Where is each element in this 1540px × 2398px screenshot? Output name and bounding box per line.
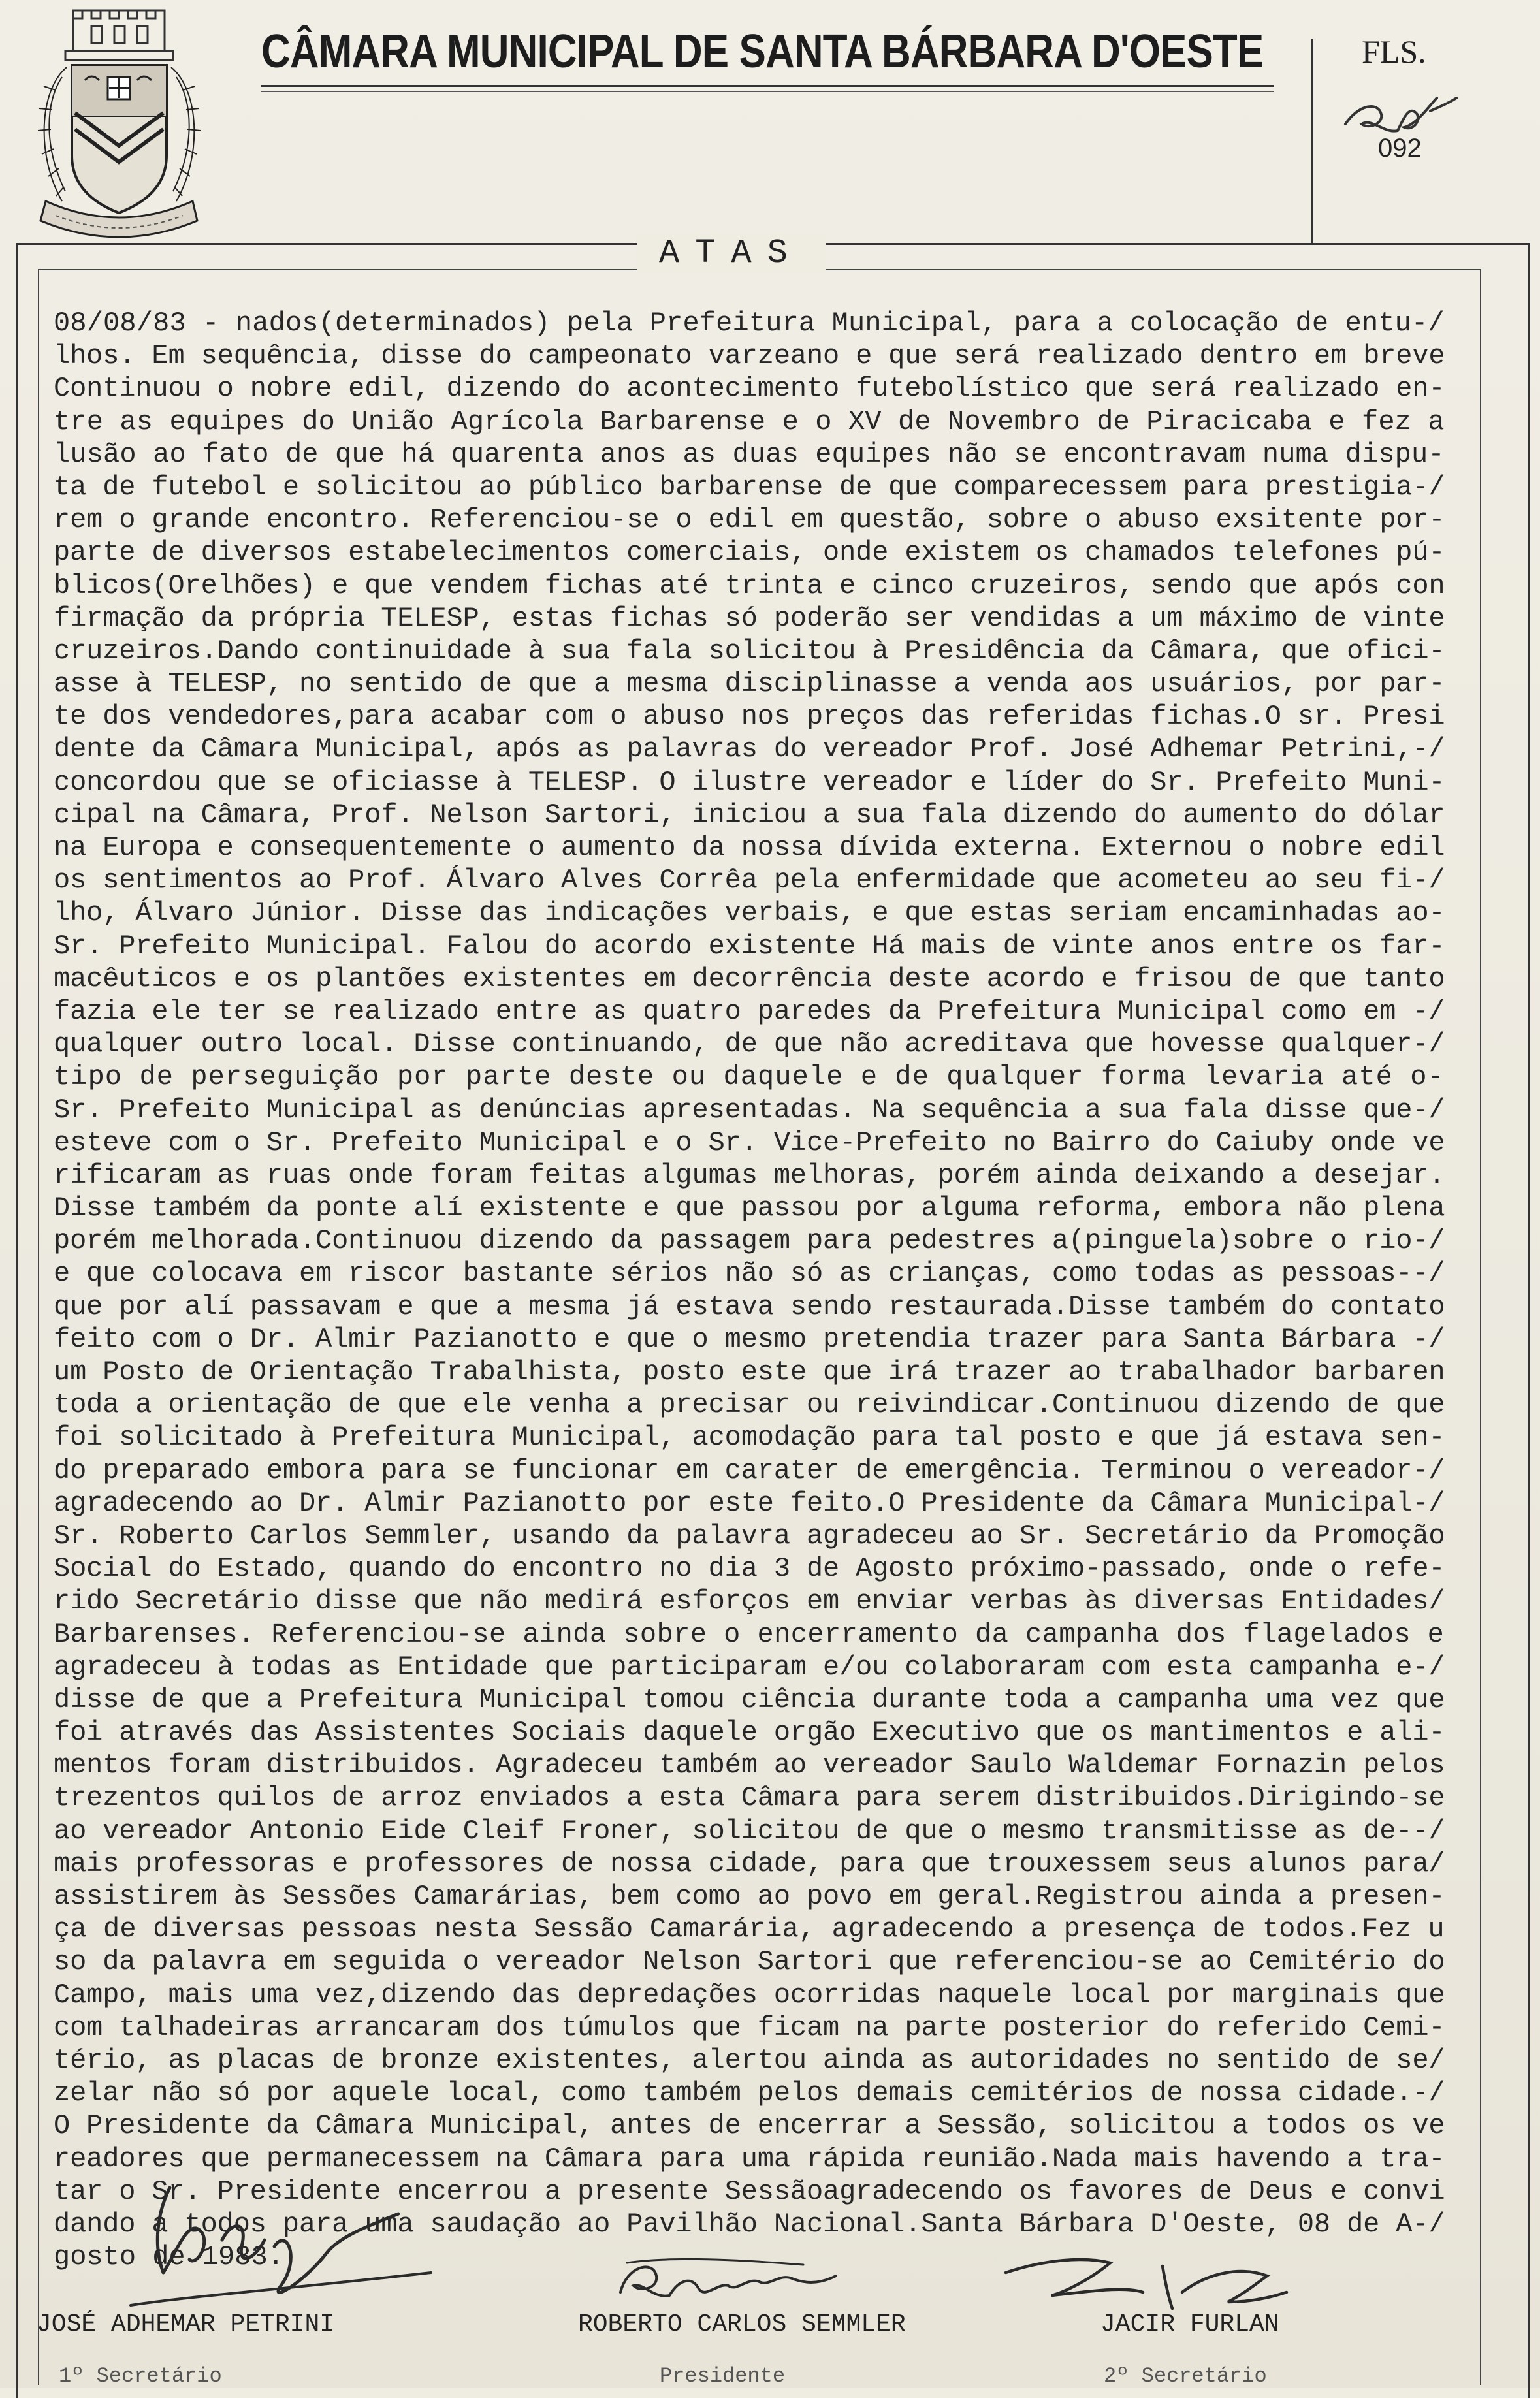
text-line: O Presidente da Câmara Municipal, antes de encerrar a Sessão, solicitou a todos os ve xyxy=(54,2110,1445,2142)
section-title: ATAS xyxy=(637,234,826,272)
text-line: readores que permanecessem na Câmara para uma rápida reunião.Nada mais havendo a tra- xyxy=(54,2143,1445,2175)
text-line: dente da Câmara Municipal, após as palavras do vereador Prof. José Adhemar Petrini,-/ xyxy=(54,733,1445,765)
text-line: trezentos quilos de arroz enviados a esta Câmara para serem distribuidos.Dirigindo-se xyxy=(54,1782,1445,1814)
text-line: cipal na Câmara, Prof. Nelson Sartori, iniciou a sua fala dizendo do aumento do dólar xyxy=(54,799,1445,831)
text-line: disse de que a Prefeitura Municipal tomou ciência durante toda a campanha uma vez que xyxy=(54,1684,1445,1716)
text-line: lhos. Em sequência, disse do campeonato varzeano e que será realizado dentro em breve xyxy=(54,340,1445,372)
text-line: foi solicitado à Prefeitura Municipal, acomodação para tal posto e que já estava sen- xyxy=(54,1422,1445,1454)
signature-petrini xyxy=(91,2175,457,2325)
text-line: Disse também da ponte alí existente e que passou por alguma reforma, embora não plena xyxy=(54,1192,1445,1224)
text-line: que por alí passavam e que a mesma já estava sendo restaurada.Disse também do contato xyxy=(54,1290,1445,1322)
text-line: Sr. Prefeito Municipal as denúncias apresentadas. Na sequência a sua fala disse que-/ xyxy=(54,1094,1445,1126)
text-line: um Posto de Orientação Trabalhista, posto este que irá trazer ao trabalhador barbaren xyxy=(54,1356,1445,1388)
text-line: os sentimentos ao Prof. Álvaro Alves Corrêa pela enfermidade que acometeu ao seu fi-/ xyxy=(54,865,1445,897)
text-line: agradeceu à todas as Entidade que participaram e/ou colaboraram com esta campanha e-/ xyxy=(54,1651,1445,1683)
chamber-title: CÂMARA MUNICIPAL DE SANTA BÁRBARA D'OESTE xyxy=(261,25,1264,78)
signature-role-1: 1º Secretário xyxy=(59,2364,222,2388)
text-line: Continuou o nobre edil, dizendo do acontecimento futebolístico que será realizado en- xyxy=(54,373,1445,405)
signature-role-3: 2º Secretário xyxy=(1104,2364,1267,2388)
text-line: com talhadeiras arrancaram dos túmulos que ficam na parte posterior do referido Cemi- xyxy=(54,2011,1445,2043)
text-line: asse à TELESP, no sentido de que a mesma disciplinasse a venda aos usuários, por par- xyxy=(54,668,1445,700)
fls-label: FLS. xyxy=(1362,33,1426,70)
text-line: rificaram as ruas onde foram feitas algumas melhoras, porém ainda deixando a desejar. xyxy=(54,1159,1445,1191)
text-line: tério, as placas de bronze existentes, alertou ainda as autoridades no sentido de se/ xyxy=(54,2044,1445,2076)
text-line: Campo, mais uma vez,dizendo das depredações ocorridas naquele local por marginais que xyxy=(54,1979,1445,2011)
coat-of-arms-icon xyxy=(26,5,212,240)
text-line: lho, Álvaro Júnior. Disse das indicações verbais, e que estas seriam encaminhadas ao- xyxy=(54,897,1445,929)
text-line: ça de diversas pessoas nesta Sessão Camarária, agradecendo a presença de todos.Fez u xyxy=(54,1913,1445,1945)
text-line: rem o grande encontro. Referenciou-se o edil em questão, sobre o abuso exsitente por- xyxy=(54,504,1445,536)
text-line: tar o Sr. Presidente encerrou a presente Sessãoagradecendo os favores de Deus e convi xyxy=(54,2175,1445,2207)
text-line: na Europa e consequentemente o aumento da nossa dívida externa. Externou o nobre edil xyxy=(54,832,1445,863)
text-line: ta de futebol e solicitou ao público barbarense de que comparecessem para prestigia-/ xyxy=(54,471,1445,503)
text-line: foi através das Assistentes Sociais daquele orgão Executivo que os mantimentos e ali- xyxy=(54,1717,1445,1749)
text-line: gosto de 1983. xyxy=(54,2241,284,2273)
text-line: Social do Estado, quando do encontro no dia 3 de Agosto próximo-passado, onde o refe- xyxy=(54,1553,1445,1585)
text-line: Sr. Roberto Carlos Semmler, usando da palavra agradeceu ao Sr. Secretário da Promoção xyxy=(54,1520,1445,1552)
text-line: e que colocava em riscor bastante sérios não só as crianças, como todas as pessoas--/ xyxy=(54,1258,1445,1290)
text-line: mentos foram distribuidos. Agradeceu também ao vereador Saulo Waldemar Fornazin pelos xyxy=(54,1750,1445,1782)
page-number: 092 xyxy=(1378,134,1422,163)
text-line: fazia ele ter se realizado entre as quatro paredes da Prefeitura Municipal como em -/ xyxy=(54,995,1445,1027)
text-line: rido Secretário disse que não medirá esforços em enviar verbas às diversas Entidades/ xyxy=(54,1586,1445,1618)
text-line: mais professoras e professores de nossa cidade, para que trouxessem seus alunos para/ xyxy=(54,1847,1445,1879)
text-line: zelar não só por aquele local, como também pelos demais cemitérios de nossa cidade.-/ xyxy=(54,2077,1445,2109)
text-line: toda a orientação de que ele venha a precisar ou reivindicar.Continuou dizendo de que xyxy=(54,1389,1445,1421)
text-line: do preparado embora para se funcionar em carater de emergência. Terminou o vereador-/ xyxy=(54,1454,1445,1486)
text-line: firmação da própria TELESP, estas fichas só poderão ser vendidas a um máximo de vinte xyxy=(54,602,1445,634)
signature-name-2: ROBERTO CARLOS SEMMLER xyxy=(578,2310,906,2339)
signature-name-3: JACIR FURLAN xyxy=(1100,2310,1279,2339)
title-rule xyxy=(261,85,1274,87)
text-line: tipo de perseguição por parte deste ou daquele e de qualquer forma levaria até o- xyxy=(54,1061,1445,1093)
signature-semmler xyxy=(607,2246,882,2318)
page-number-divider xyxy=(1311,39,1313,245)
text-line: porém melhorada.Continuou dizendo da passagem para pedestres a(pinguela)sobre o rio-/ xyxy=(54,1225,1445,1257)
text-line: te dos vendedores,para acabar com o abuso nos preços das referidas fichas.O sr. Presi xyxy=(54,701,1445,733)
text-line: lusão ao fato de que há quarenta anos as duas equipes não se encontravam numa dispu- xyxy=(54,438,1445,470)
text-line: so da palavra em seguida o vereador Nelson Sartori que referenciou-se ao Cemitério do xyxy=(54,1946,1445,1978)
text-line: tre as equipes do União Agrícola Barbarense e o XV de Novembro de Piracicaba e fez a xyxy=(54,406,1445,438)
text-line: Sr. Prefeito Municipal. Falou do acordo existente Há mais de vinte anos entre os far- xyxy=(54,930,1445,962)
text-line: ao vereador Antonio Eide Cleif Froner, solicitou de que o mesmo transmitisse as de--/ xyxy=(54,1815,1445,1847)
text-line: assistirem às Sessões Camarárias, bem como ao povo em geral.Registrou ainda a presen- xyxy=(54,1881,1445,1912)
text-line: concordou que se oficiasse à TELESP. O ilustre vereador e líder do Sr. Prefeito Muni- xyxy=(54,766,1445,798)
text-line: qualquer outro local. Disse continuando, de que não acreditava que hovesse qualquer-/ xyxy=(54,1029,1445,1061)
signature-role-2: Presidente xyxy=(660,2364,786,2388)
text-line: blicos(Orelhões) e que vendem fichas até trinta e cinco cruzeiros, sendo que após con xyxy=(54,569,1445,601)
text-line: parte de diversos estabelecimentos comerciais, onde existem os chamados telefones pú- xyxy=(54,537,1445,569)
text-line: feito com o Dr. Almir Pazianotto e que o mesmo pretendia trazer para Santa Bárbara -/ xyxy=(54,1323,1445,1355)
text-line: dando a todos para uma saudação ao Pavilhão Nacional.Santa Bárbara D'Oeste, 08 de A-/ xyxy=(54,2208,1445,2240)
text-line: cruzeiros.Dando continuidade à sua fala solicitou à Presidência da Câmara, que ofici- xyxy=(54,635,1445,667)
text-line: macêuticos e os plantões existentes em decorrência deste acordo e frisou de que tanto xyxy=(54,963,1445,995)
text-line: Barbarenses. Referenciou-se ainda sobre o encerramento da campanha dos flagelados e xyxy=(54,1618,1445,1650)
minutes-text xyxy=(54,307,1458,2273)
text-line: agradecendo ao Dr. Almir Pazianotto por este feito.O Presidente da Câmara Municipal-/ xyxy=(54,1487,1445,1519)
title-rule-thin xyxy=(261,91,1274,92)
text-line: 08/08/83 - nados(determinados) pela Prefeitura Municipal, para a colocação de entu-/ xyxy=(54,308,1445,339)
signature-name-1: JOSÉ ADHEMAR PETRINI xyxy=(37,2310,335,2339)
text-line: esteve com o Sr. Prefeito Municipal e o Sr. Vice-Prefeito no Bairro do Caiuby onde ve xyxy=(54,1127,1445,1159)
